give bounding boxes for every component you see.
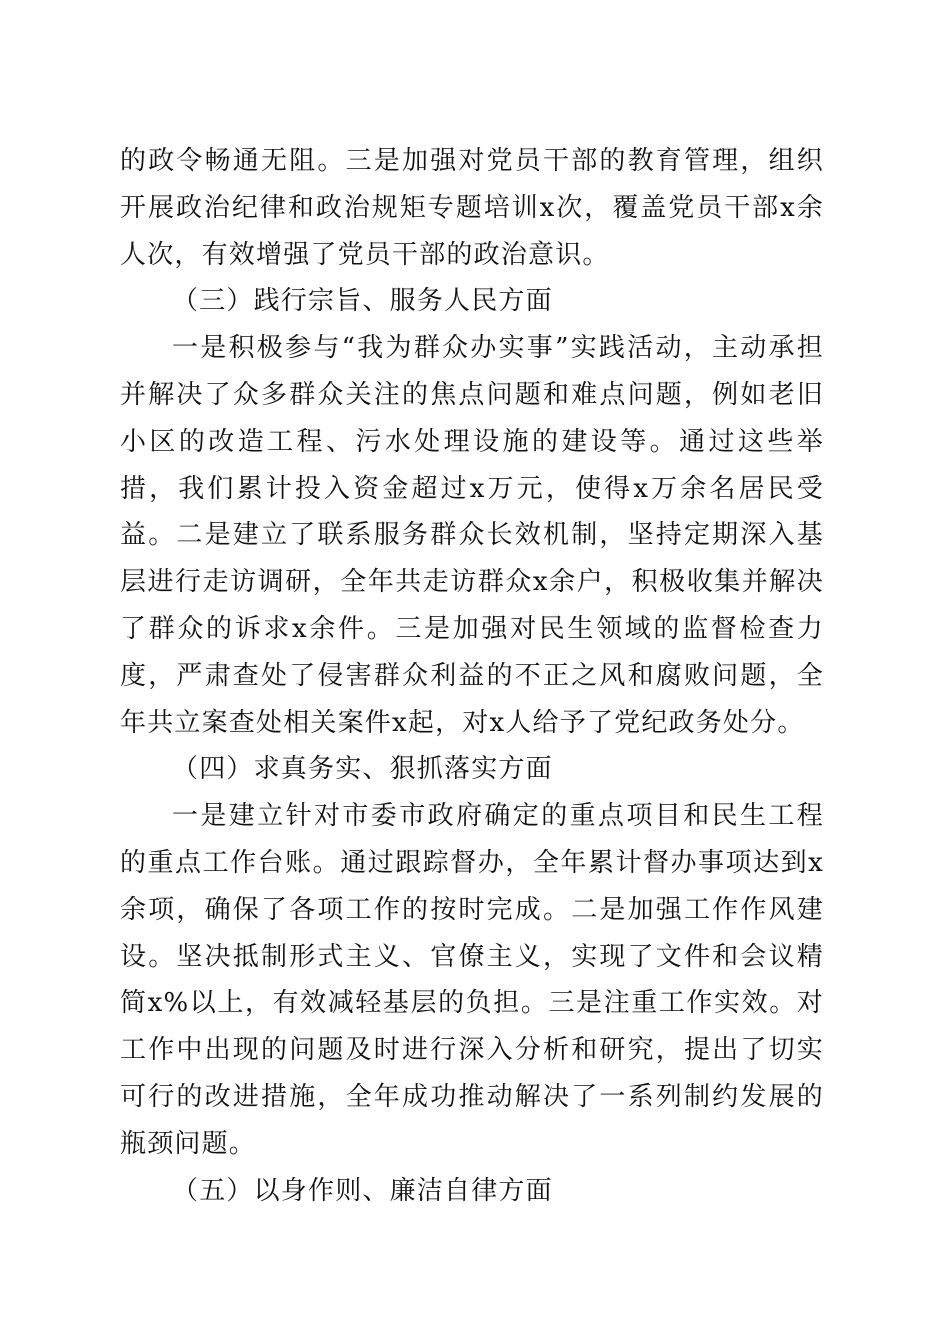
document-body xyxy=(120,138,824,1214)
paragraph-continuation: 的政令畅通无阻。三是加强对党员干部的教育管理，组织开展政治纪律和政治规矩专题培训x次，覆盖党员干部x余人次，有效增强了党员干部的政治意识。 xyxy=(120,146,824,270)
section-heading-4: （四）求真务实、狠抓落实方面 xyxy=(172,754,553,785)
paragraph-section-3: 一是积极参与“我为群众办实事”实践活动，主动承担并解决了众多群众关注的焦点问题和难点问题，例如老旧小区的改造工程、污水处理设施的建设等。通过这些举措，我们累计投入资金超过x万元，使得x万余名居民受益。二是建立了联系服务群众长效机制，坚持定期深入基层进行走访调研，全年共走访群众x余户，积极收集并解决了群众的诉求x余件。三是加强对民生领域的监督检查力度，严肃查处了侵害群众利益的不正之风和腐败问题，全年共立案查处相关案件x起，对x人给予了党纪政务处分。 xyxy=(120,333,824,738)
section-heading-3: （三）践行宗旨、服务人民方面 xyxy=(172,286,553,317)
section-heading-5: （五）以身作则、廉洁自律方面 xyxy=(172,1175,553,1206)
paragraph-section-4: 一是建立针对市委市政府确定的重点项目和民生工程的重点工作台账。通过跟踪督办，全年累计督办事项达到x余项，确保了各项工作的按时完成。二是加强工作作风建设。坚决抵制形式主义、官僚主义，实现了文件和会议精简x%以上，有效减轻基层的负担。三是注重工作实效。对工作中出现的问题及时进行深入分析和研究，提出了切实可行的改进措施，全年成功推动解决了一系列制约发展的瓶颈问题。 xyxy=(120,801,824,1159)
